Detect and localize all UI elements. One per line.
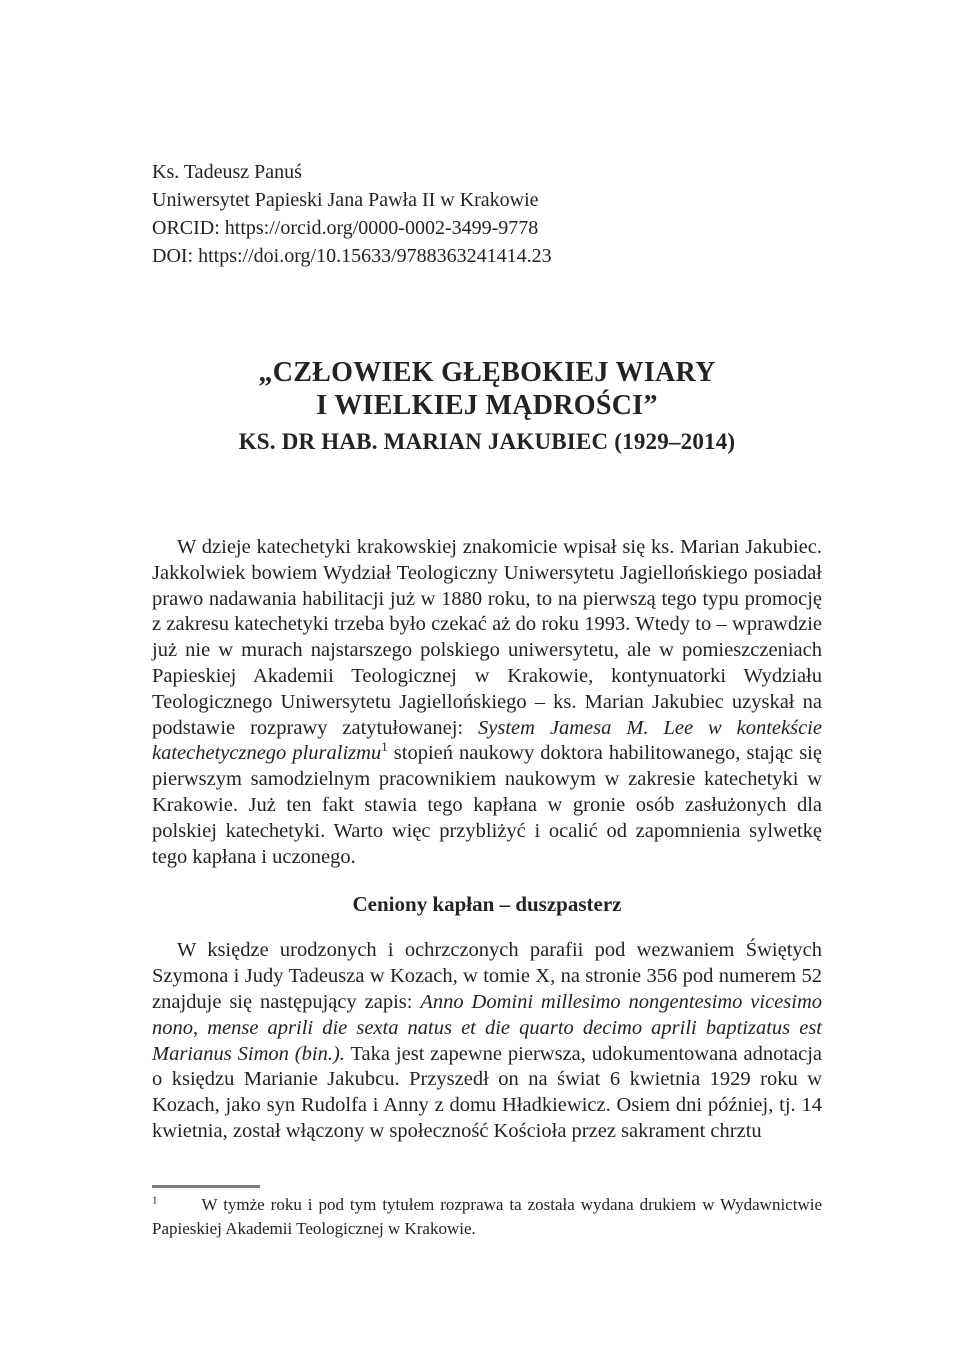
footnote-section bbox=[152, 1185, 822, 1241]
title-subtitle: KS. DR HAB. MARIAN JAKUBIEC (1929–2014) bbox=[238, 429, 736, 454]
paragraph-2-latin-quote: Anno Domini millesimo nongentesimo vicesimo nono, mense aprili die sexta natus et die quarto decimo aprili baptizatus est Marianus Simon (bin.). bbox=[152, 990, 822, 1065]
paragraph-1-text-after: stopień naukowy doktora habilitowanego, stając się pierwszym samodzielnym pracownikiem naukowym w zakresie katechetyki w Krakowie. Już ten fakt stawia tego kapłana w gronie osób zasłużonych dla polskiej katechetyki. Warto więc przybliżyć i ocalić od zapomnienia sylwetkę tego kapłana i uczonego. bbox=[152, 742, 822, 868]
title-line-2: I WIELKIEJ MĄDROŚCI” bbox=[316, 390, 658, 421]
footnote-1-marker: 1 bbox=[152, 1194, 158, 1207]
affiliation-line: Uniwersytet Papieski Jana Pawła II w Krakowie bbox=[152, 189, 539, 211]
footnote-reference-1: 1 bbox=[381, 739, 388, 755]
article-header bbox=[152, 158, 822, 270]
author-line: Ks. Tadeusz Panuś bbox=[152, 161, 302, 183]
article-body bbox=[152, 535, 822, 1145]
paragraph-2-text-after: Taka jest zapewne pierwsza, udokumentowana adnotacja o księdzu Marianie Jakubcu. Przyszedł on na świat 6 kwietnia 1929 roku w Kozach, jako syn Rudolfa i Anny z domu Hładkiewicz. Osiem dni później, tj. 14 kwietnia, został włączony w społeczność Kościoła przez sakrament chrztu bbox=[152, 1042, 823, 1142]
section-heading: Ceniony kapłan – duszpasterz bbox=[352, 892, 622, 917]
footnote-1-text: W tymże roku i pod tym tytułem rozprawa ta została wydana drukiem w Wydawnictwie Papieskiej Akademii Teologicznej w Krakowie. bbox=[152, 1194, 822, 1238]
paragraph-1 bbox=[152, 535, 822, 870]
orcid-line: ORCID: https://orcid.org/0000-0002-3499-9778 bbox=[152, 217, 539, 239]
footnote-1 bbox=[152, 1193, 822, 1241]
footnote-separator-rule bbox=[152, 1185, 260, 1188]
paragraph-1-text-before: W dzieje katechetyki krakowskiej znakomicie wpisał się ks. Marian Jakubiec. Jakkolwiek bowiem Wydział Teologiczny Uniwersytetu Jagiellońskiego posiadał prawo nadawania habilitacji już w 1880 roku, to na pierwszą tego typu promocję z zakresu katechetyki trzeba było czekać aż do roku 1993. Wtedy to – wprawdzie już nie w murach najstarszego polskiego uniwersytetu, ale w pomieszczeniach Papieskiej Akademii Teologicznej w Krakowie, kontynuatorki Wydziału Teologicznego Uniwersytetu Jagiellońskiego – ks. Marian Jakubiec uzyskał na podstawie rozprawy zatytułowanej: bbox=[152, 536, 822, 739]
title-line-1: „CZŁOWIEK GŁĘBOKIEJ WIARY bbox=[258, 357, 716, 388]
article-title bbox=[152, 356, 822, 459]
doi-line: DOI: https://doi.org/10.15633/9788363241414.23 bbox=[152, 245, 552, 267]
paragraph-1-italic-title: System Jamesa M. Lee w kontekście katechetycznego pluralizmu bbox=[152, 716, 822, 765]
paragraph-2-text-before: W księdze urodzonych i ochrzczonych parafii pod wezwaniem Świętych Szymona i Judy Tadeusza w Kozach, w tomie X, na stronie 356 pod numerem 52 znajduje się następujący zapis: bbox=[152, 939, 822, 1013]
paragraph-2 bbox=[152, 938, 822, 1144]
